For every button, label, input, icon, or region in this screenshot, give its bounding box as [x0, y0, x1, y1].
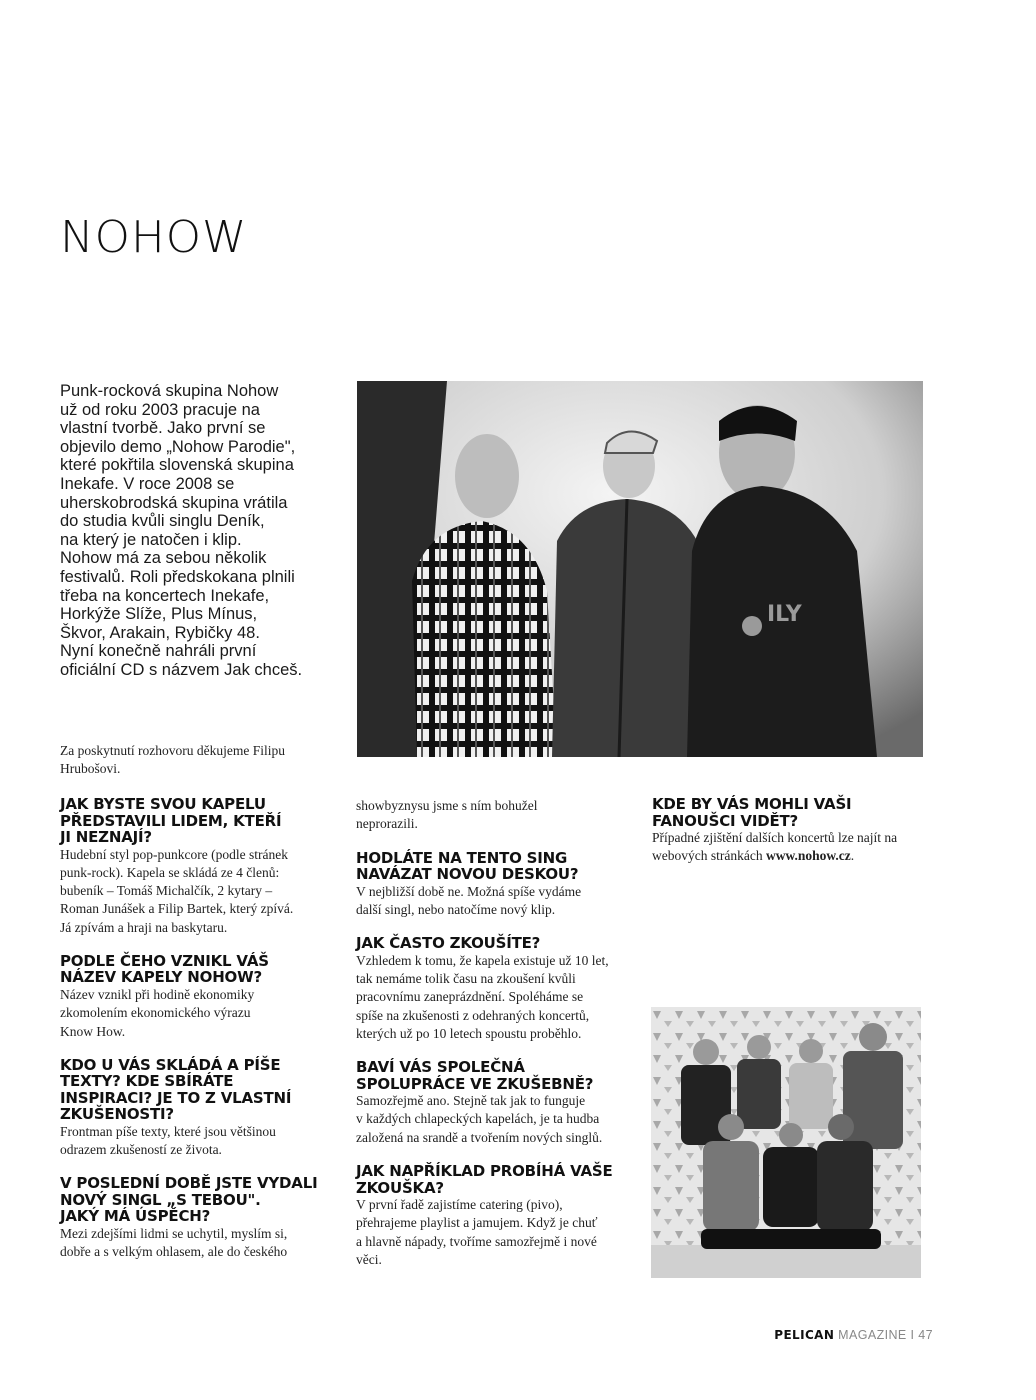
- answer-text: Frontman píše texty, které jsou většinou odrazem zkušeností ze života.: [60, 1123, 276, 1158]
- answer-text: V první řadě zajistíme catering (pivo), přehrajeme playlist a jamujem. Když je chuť a hlavně nápady, tvoříme samozřejmě i nové věci.: [356, 1197, 598, 1267]
- question-heading: KDO U VÁS SKLÁDÁ A PÍŠE TEXTY? KDE SBÍRÁTE INSPIRACI? JE TO Z VLASTNÍ ZKUŠENOSTI?: [60, 1055, 292, 1124]
- answer-text: Samozřejmě ano. Stejně tak jak to funguje v každých chlapeckých kapelách, je ta hudba založená na srandě a tvořením nových singlů.: [356, 1093, 603, 1145]
- interview-column-2: [356, 797, 628, 1269]
- question-heading: PODLE ČEHO VZNIKL VÁŠ NÁZEV KAPELY NOHOW?: [60, 951, 269, 987]
- interview-column-3: [652, 796, 924, 882]
- answer-text: Mezi zdejšími lidmi se uchytil, myslím si, dobře a s velkým ohlasem, ale do českého: [60, 1225, 288, 1260]
- answer-text: [652, 829, 924, 866]
- svg-text:ILY: ILY: [767, 602, 802, 627]
- magazine-section: MAGAZINE: [838, 1328, 907, 1342]
- footer-separator: I: [910, 1328, 915, 1342]
- website-link[interactable]: www.nohow.cz: [765, 848, 851, 864]
- question-heading: BAVÍ VÁS SPOLEČNÁ SPOLUPRÁCE VE ZKUŠEBNĚ?: [356, 1058, 594, 1093]
- question-heading: KDE BY VÁS MOHLI VAŠI FANOUŠCI VIDĚT?: [652, 795, 852, 830]
- answer-text: Vzhledem k tomu, že kapela existuje už 10 let, tak nemáme tolik času na zkoušení kvůli pracovnímu zaneprázdnění. Spoléháme se spíše na zkušenosti z odehraných koncertů, kterých už po 10 letech spoustu proběhlo.: [356, 952, 609, 1041]
- question-heading: JAK BYSTE SVOU KAPELU PŘEDSTAVILI LIDEM, KTEŘÍ JI NEZNAJÍ?: [60, 795, 282, 846]
- page-footer: [774, 1328, 933, 1342]
- answer-text: Název vznikl při hodině ekonomiky zkomolením ekonomického výrazu Know How.: [60, 986, 255, 1039]
- question-heading: JAK NAPŘÍKLAD PROBÍHÁ VAŠE ZKOUŠKA?: [356, 1162, 613, 1197]
- page-number: 47: [918, 1328, 933, 1342]
- question-heading: V POSLEDNÍ DOBĚ JSTE VYDALI NOVÝ SINGL „S TEBOU". JAKÝ MÁ ÚSPĚCH?: [60, 1174, 318, 1226]
- team-photo: [651, 1007, 921, 1278]
- answer-text: Hudební styl pop-punkcore (podle stránek punk-rock). Kapela se skládá ze 4 členů: bubeník – Tomáš Michalčík, 2 kytary – Roman Junášek a Filip Bartek, který zpívá. Já zpívám a hraji na baskytaru.: [60, 846, 294, 935]
- answer-text-post: .: [850, 848, 855, 864]
- answer-text-pre: Případné zjištění dalších koncertů lze najít na webových stránkách: [652, 830, 898, 864]
- thanks-note: Za poskytnutí rozhovoru děkujeme Filipu Hrubošovi.: [60, 743, 285, 776]
- article-title: NOHOW: [60, 212, 248, 263]
- interview-column-1: [60, 796, 332, 1262]
- answer-continuation: showbyznysu jsme s ním bohužel neprorazili.: [356, 798, 538, 832]
- question-heading: JAK ČASTO ZKOUŠÍTE?: [356, 934, 541, 953]
- band-photo: [357, 381, 923, 757]
- magazine-brand: PELICAN: [774, 1328, 835, 1342]
- intro-paragraph: Punk-rocková skupina Nohow už od roku 2003 pracuje na vlastní tvorbě. Jako první se objevilo demo „Nohow Parodie", které pokřtila slovenská skupina Inekafe. V roce 2008 se uherskobrodská skupina vrátila do studia kvůli singlu Deník, na který je natočen i klip. Nohow má za sebou několik festivalů. Roli předskokana plnili třeba na koncertech Inekafe, Horkýže Slíže, Plus Mínus, Škvor, Arakain, Rybičky 48. Nyní konečně nahráli první oficiální CD s názvem Jak chceš.: [60, 382, 303, 679]
- question-heading: HODLÁTE NA TENTO SING NAVÁZAT NOVOU DESKOU?: [356, 848, 579, 884]
- answer-text: V nejbližší době ne. Možná spíše vydáme další singl, nebo natočíme nový klip.: [356, 883, 582, 917]
